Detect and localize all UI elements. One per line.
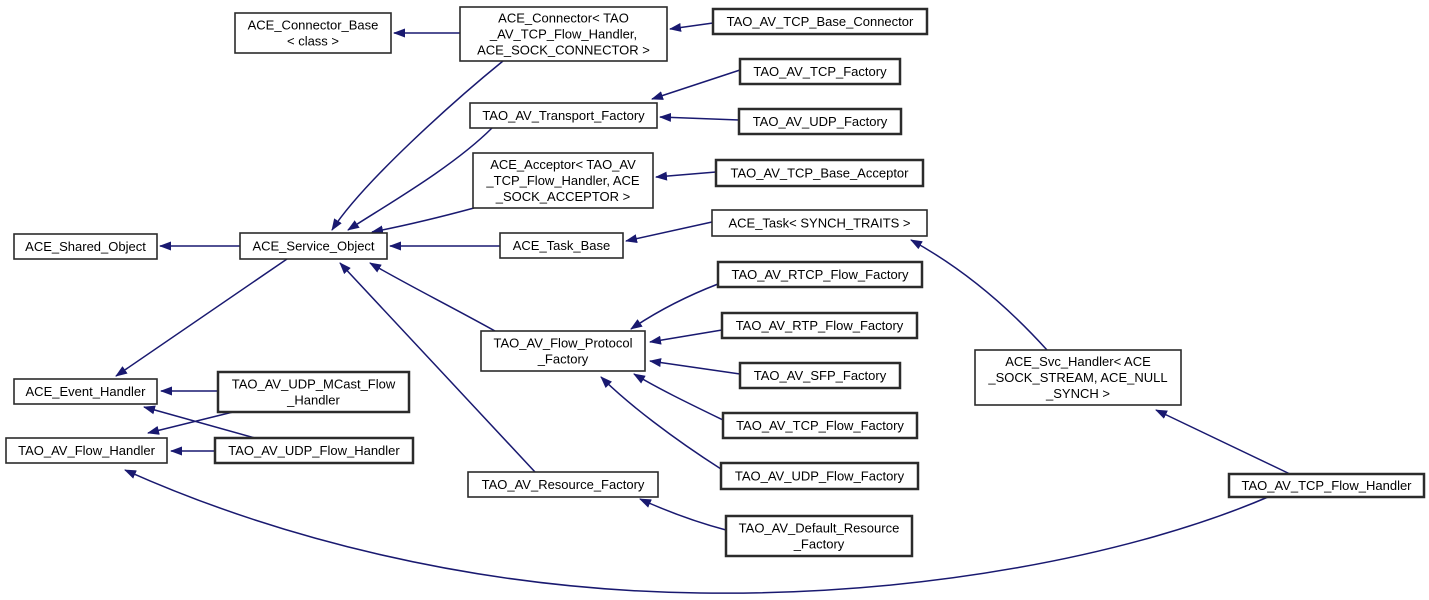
node-label-line: TAO_AV_UDP_MCast_Flow [231, 376, 396, 392]
edge-tao-av-tcp-factory--to--tao-av-transport-factory [652, 70, 740, 99]
node-label-line: TAO_AV_TCP_Base_Acceptor [730, 165, 909, 181]
tao-av-tcp-base-acceptor-label [731, 166, 910, 181]
edge-tao-av-udp-factory--to--tao-av-transport-factory [660, 117, 739, 120]
edge-ace-acceptor--to--ace-service-object [372, 208, 474, 232]
node-tao-av-tcp-flow-factory[interactable] [723, 413, 917, 438]
edge-tao-av-rtcp-flow-factory--to--tao-av-flow-protocol-factory [631, 284, 718, 329]
node-label-line: TAO_AV_SFP_Factory [753, 368, 887, 383]
node-label-line: < class > [286, 33, 340, 49]
node-label-line: ACE_Task_Base [512, 238, 611, 253]
node-label-line: TAO_AV_UDP_Flow_Handler [228, 443, 400, 458]
node-tao-av-flow-handler[interactable] [6, 438, 167, 463]
node-tao-av-rtp-flow-factory[interactable] [722, 313, 917, 338]
node-tao-av-transport-factory[interactable] [470, 103, 657, 128]
tao-av-flow-handler-label [18, 443, 155, 458]
tao-av-udp-flow-factory-label [735, 469, 905, 484]
node-tao-av-default-resource-factory[interactable] [726, 516, 912, 556]
tao-av-tcp-base-connector-label [727, 14, 914, 29]
node-tao-av-udp-mcast-flow-handler[interactable] [218, 372, 409, 412]
node-label-line: TAO_AV_TCP_Factory [753, 64, 887, 79]
tao-av-sfp-factory-label [754, 368, 887, 383]
edge-tao-av-tcp-base-connector--to--ace-connector [670, 23, 713, 29]
edge-tao-av-tcp-base-acceptor--to--ace-acceptor [656, 172, 716, 177]
edge-tao-av-tcp-flow-handler--to--ace-svc-handler [1156, 410, 1290, 474]
tao-av-udp-flow-handler-label [228, 443, 400, 458]
ace-service-object-label [252, 239, 374, 254]
node-label-line: TAO_AV_UDP_Factory [752, 114, 888, 129]
node-tao-av-tcp-factory[interactable] [740, 59, 900, 84]
ace-event-handler-label [26, 384, 147, 399]
ace-shared-object-label [25, 239, 146, 254]
edge-tao-av-rtp-flow-factory--to--tao-av-flow-protocol-factory [650, 330, 722, 342]
node-tao-av-udp-flow-handler[interactable] [215, 438, 413, 463]
tao-av-udp-factory-label [753, 114, 888, 129]
node-ace-svc-handler[interactable] [975, 350, 1181, 405]
node-ace-event-handler[interactable] [14, 379, 157, 404]
node-label-line: TAO_AV_Transport_Factory [482, 108, 645, 123]
node-ace-acceptor[interactable] [473, 153, 653, 208]
node-tao-av-udp-flow-factory[interactable] [721, 463, 918, 489]
edge-ace-svc-handler--to--ace-task [911, 240, 1047, 350]
node-tao-av-sfp-factory[interactable] [740, 363, 900, 388]
tao-av-tcp-factory-label [753, 64, 887, 79]
node-label-line: _Factory [537, 351, 589, 367]
node-label-line: ACE_Event_Handler [25, 384, 146, 399]
edge-tao-av-tcp-flow-factory--to--tao-av-flow-protocol-factory [634, 374, 723, 420]
node-label-line: ACE_Task< SYNCH_TRAITS > [728, 215, 911, 231]
node-ace-connector[interactable] [460, 7, 667, 61]
ace-connector-label [477, 11, 650, 58]
node-label-line: ACE_Connector_Base [247, 17, 379, 33]
node-label-line: ACE_Svc_Handler< ACE [1005, 354, 1151, 369]
node-label-line: _SYNCH > [1046, 386, 1110, 401]
edges-layer [116, 23, 1290, 593]
edge-ace-task--to--ace-task-base [626, 222, 712, 241]
node-label-line: TAO_AV_TCP_Base_Connector [726, 14, 914, 29]
tao-av-rtp-flow-factory-label [736, 318, 904, 333]
edge-tao-av-flow-protocol-factory--to--ace-service-object [370, 263, 495, 331]
node-label-line: _SOCK_ACCEPTOR > [495, 189, 631, 204]
node-label-line: ACE_Shared_Object [25, 239, 146, 254]
node-ace-connector-base[interactable] [235, 13, 391, 53]
node-ace-shared-object[interactable] [14, 234, 157, 259]
node-label-line: TAO_AV_UDP_Flow_Factory [734, 468, 905, 484]
edge-tao-av-udp-flow-factory--to--tao-av-flow-protocol-factory [601, 377, 721, 469]
node-tao-av-udp-factory[interactable] [739, 109, 901, 134]
node-ace-task-base[interactable] [500, 233, 623, 258]
node-label-line: TAO_AV_RTCP_Flow_Factory [731, 267, 909, 282]
node-label-line: _AV_TCP_Flow_Handler, [489, 26, 638, 42]
node-label-line: _SOCK_STREAM, ACE_NULL [988, 370, 1168, 385]
ace-task-label [728, 216, 910, 231]
node-label-line: _TCP_Flow_Handler, ACE [486, 173, 640, 188]
tao-av-transport-factory-label [482, 108, 645, 123]
node-label-line: TAO_AV_TCP_Flow_Factory [736, 418, 904, 433]
edge-tao-av-default-resource-factory--to--tao-av-resource-factory [640, 499, 726, 530]
edge-tao-av-transport-factory--to--ace-service-object [348, 128, 492, 230]
node-label-line: ACE_Connector< TAO [498, 10, 629, 26]
node-label-line: _Handler [287, 392, 340, 408]
node-label-line: ACE_SOCK_CONNECTOR > [477, 42, 650, 58]
node-label-line: TAO_AV_Default_Resource [738, 520, 900, 536]
edge-tao-av-udp-mcast-flow-handler--to--tao-av-flow-handler [148, 412, 233, 433]
tao-av-rtcp-flow-factory-label [732, 267, 909, 282]
node-tao-av-rtcp-flow-factory[interactable] [718, 262, 922, 287]
node-label-line: TAO_AV_TCP_Flow_Handler [1241, 478, 1412, 493]
node-label-line: ACE_Acceptor< TAO_AV [490, 157, 636, 172]
node-tao-av-tcp-flow-handler[interactable] [1229, 474, 1424, 497]
tao-av-resource-factory-label [482, 477, 645, 492]
node-tao-av-flow-protocol-factory[interactable] [481, 331, 645, 371]
node-tao-av-tcp-base-connector[interactable] [713, 9, 927, 34]
node-label-line: TAO_AV_Resource_Factory [481, 477, 645, 492]
node-label-line: ACE_Service_Object [252, 238, 375, 254]
edge-tao-av-tcp-flow-handler--to--tao-av-flow-handler [125, 470, 1268, 593]
nodes-layer [6, 7, 1424, 556]
tao-av-tcp-flow-handler-label [1241, 478, 1412, 493]
node-label-line: TAO_AV_RTP_Flow_Factory [735, 318, 904, 333]
node-label-line: TAO_AV_Flow_Protocol [493, 335, 633, 351]
node-label-line: _Factory [793, 536, 845, 552]
node-ace-task[interactable] [712, 210, 927, 236]
ace-task-base-label [513, 238, 611, 253]
edge-ace-service-object--to--ace-event-handler [116, 259, 287, 376]
edge-tao-av-sfp-factory--to--tao-av-flow-protocol-factory [650, 361, 740, 374]
ace-acceptor-label [485, 157, 640, 204]
node-tao-av-tcp-base-acceptor[interactable] [716, 160, 923, 186]
node-tao-av-resource-factory[interactable] [468, 472, 658, 497]
tao-av-tcp-flow-factory-label [736, 418, 904, 433]
node-label-line: TAO_AV_Flow_Handler [18, 443, 155, 458]
node-ace-service-object[interactable] [240, 233, 387, 259]
